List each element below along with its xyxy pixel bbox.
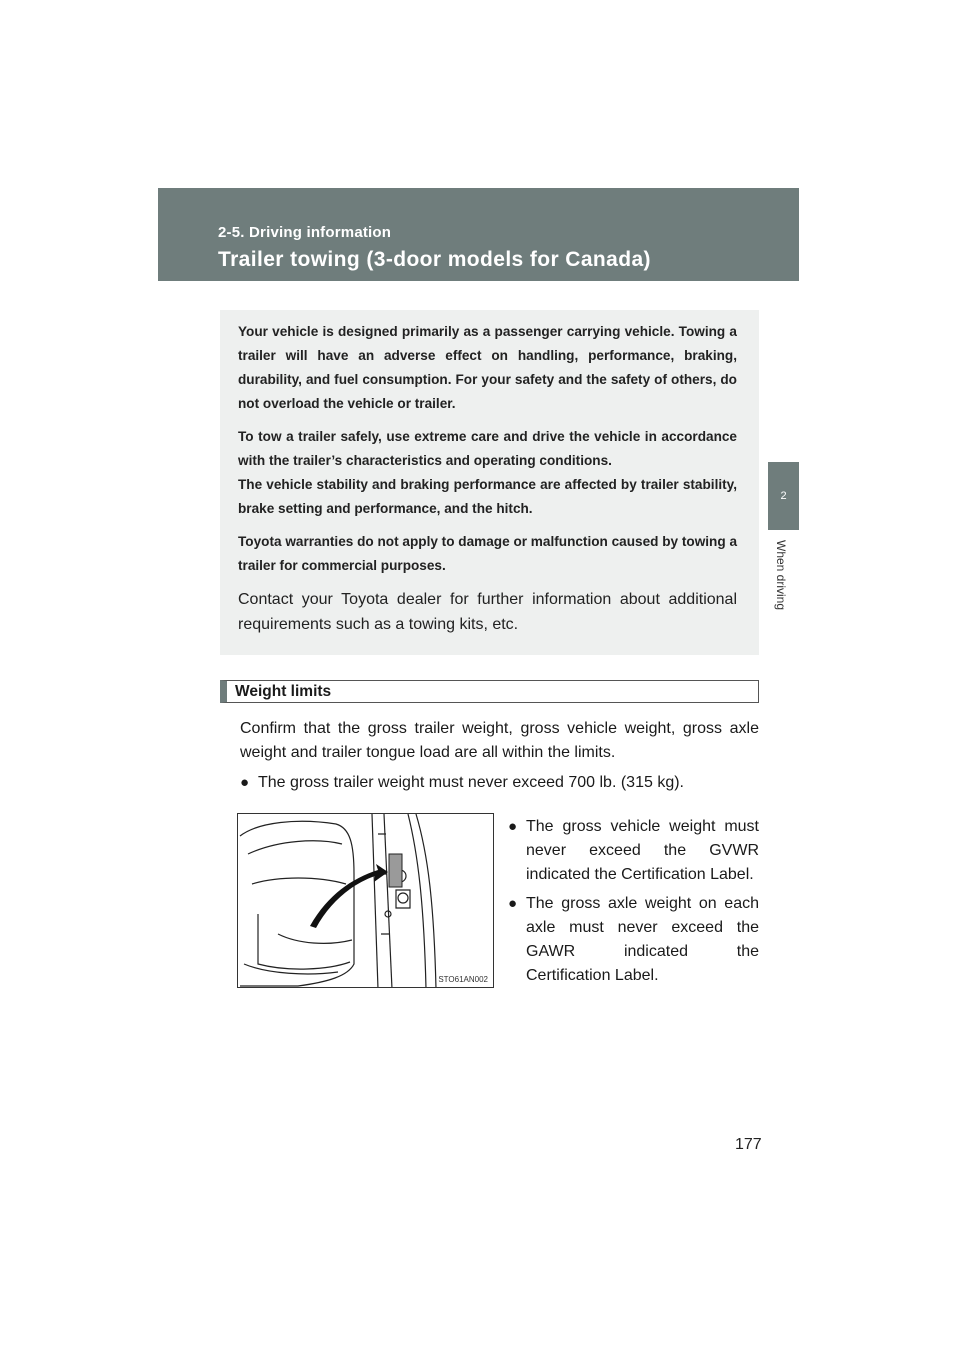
chapter-header [158, 188, 799, 281]
certification-label-figure [237, 813, 494, 988]
intro-paragraph-5: Contact your Toyota dealer for further information about additional requirements such as a towing kits, etc. [238, 591, 737, 633]
chapter-tab: 2 [768, 462, 799, 530]
door-pillar-illustration [238, 814, 494, 988]
bullet-gross-axle-weight [508, 892, 759, 988]
intro-paragraph-4: Toyota warranties do not apply to damage or malfunction caused by towing a trailer for commercial purposes. [238, 534, 738, 573]
intro-paragraph-3: The vehicle stability and braking performance are affected by trailer stability, brake setting and performance, and the hitch. [238, 477, 737, 516]
section-label: 2-5. Driving information [218, 224, 392, 241]
bullet-gross-trailer-weight [240, 771, 759, 795]
bullet-icon: ● [508, 895, 518, 912]
page-title: Trailer towing (3-door models for Canada) [218, 248, 651, 271]
bullet-text: The gross trailer weight must never exceed 700 lb. (315 kg). [258, 774, 684, 791]
chapter-tab-label: When driving [774, 540, 788, 611]
figure-code: STO61AN002 [438, 975, 488, 984]
bullet-text: The gross axle weight on each axle must never exceed the GAWR indicated the Certification Label. [526, 895, 759, 984]
intro-paragraph-2: To tow a trailer safely, use extreme care and drive the vehicle in accordance with the trailer’s characteristics and operating conditions. [238, 429, 737, 468]
bullet-icon: ● [508, 818, 518, 835]
bullet-icon: ● [240, 774, 250, 791]
page-number: 177 [735, 1136, 762, 1153]
bullet-gross-vehicle-weight [508, 815, 759, 887]
weight-limits-intro: Confirm that the gross trailer weight, gross vehicle weight, gross axle weight and trailer tongue load are all within the limits. [240, 720, 759, 761]
weight-limits-heading: Weight limits [220, 680, 759, 703]
intro-box [220, 310, 759, 655]
intro-paragraph-1: Your vehicle is designed primarily as a passenger carrying vehicle. Towing a trailer will have an adverse effect on handling, performance, braking, durability, and fuel consumption. For your safety and the safety of others, do not overload the vehicle or trailer. [238, 324, 737, 411]
bullet-text: The gross vehicle weight must never exceed the GVWR indicated the Certification Label. [526, 818, 759, 883]
